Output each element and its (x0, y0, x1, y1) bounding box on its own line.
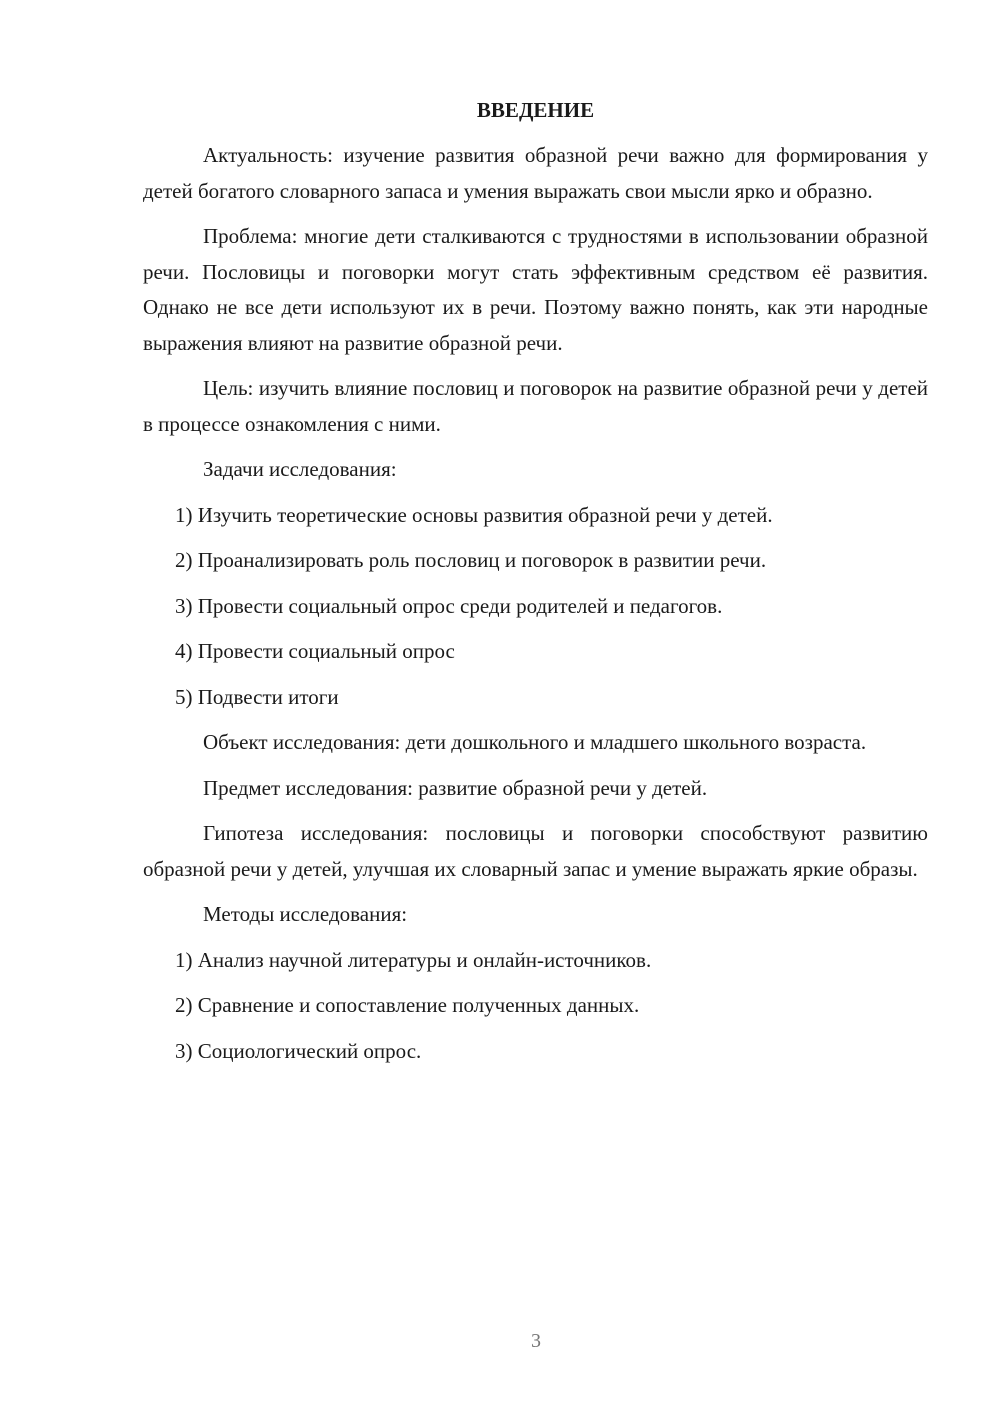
task-item: 1) Изучить теоретические основы развития образной речи у детей. (175, 502, 773, 527)
task-item: 3) Провести социальный опрос среди родителей и педагогов. (175, 593, 723, 618)
method-item: 2) Сравнение и сопоставление полученных данных. (175, 993, 640, 1017)
task-item: 5) Подвести итоги (175, 684, 339, 709)
document-page (143, 92, 928, 1079)
methods-list (143, 943, 928, 1070)
tasks-list (143, 498, 928, 716)
task-item: 4) Провести социальный опрос (175, 639, 455, 663)
problem-paragraph: Проблема: многие дети сталкиваются с трудностями в использовании образной речи. Пословицы и поговорки могут стать эффективным средством её развития. Однако не все дети используют их в речи. Поэтому важно понять, как эти народные выражения влияют на развитие образной речи. (143, 224, 928, 355)
tasks-heading: Задачи исследования: (203, 457, 397, 481)
section-title: ВВЕДЕНИЕ (476, 98, 595, 122)
goal-paragraph: Цель: изучить влияние пословиц и поговорок на развитие образной речи у детей в процессе ознакомления с ними. (143, 376, 928, 436)
method-item: 1) Анализ научной литературы и онлайн-источников. (175, 947, 652, 972)
task-item: 2) Проанализировать роль пословиц и поговорок в развитии речи. (175, 548, 767, 572)
page-number: 3 (531, 1330, 541, 1352)
methods-heading: Методы исследования: (203, 902, 408, 926)
subject-paragraph: Предмет исследования: развитие образной речи у детей. (203, 775, 708, 800)
hypothesis-paragraph: Гипотеза исследования: пословицы и поговорки способствуют развитию образной речи у детей, улучшая их словарный запас и умение выражать яркие образы. (143, 821, 928, 881)
method-item: 3) Социологический опрос. (175, 1038, 422, 1063)
object-paragraph: Объект исследования: дети дошкольного и младшего школьного возраста. (203, 730, 867, 754)
relevance-paragraph: Актуальность: изучение развития образной речи важно для формирования у детей богатого словарного запаса и умения выражать свои мысли ярко и образно. (143, 143, 928, 203)
